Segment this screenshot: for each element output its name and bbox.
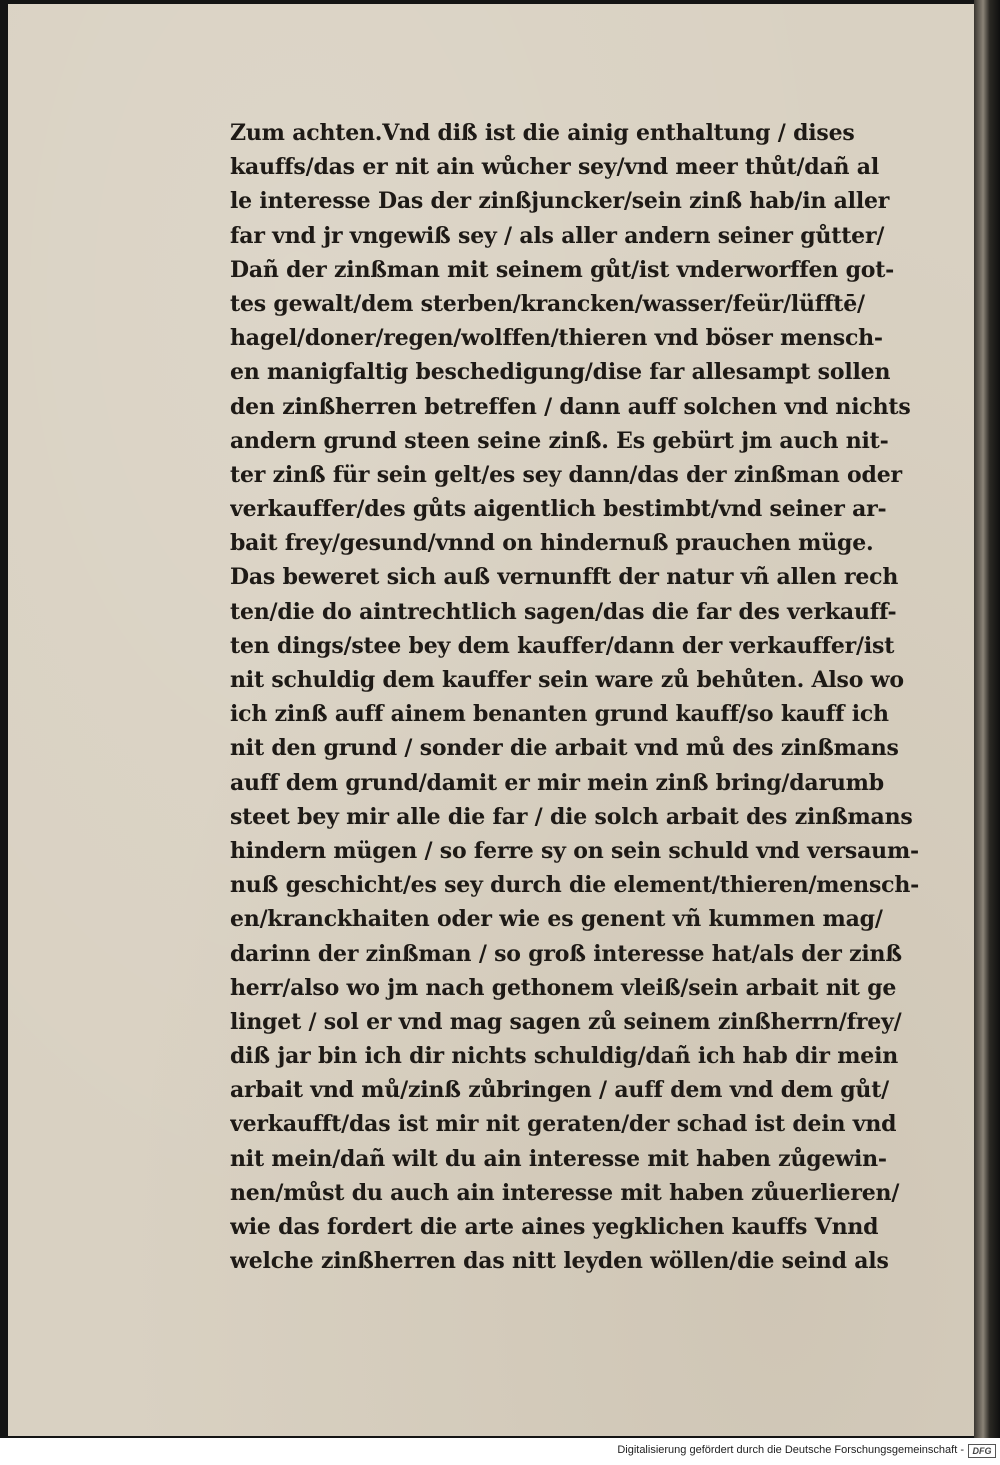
footer-bar [0, 1438, 1000, 1465]
text-line: hindern mügen / so ferre sy on sein schuld vnd versaum- [230, 837, 919, 864]
text-line: verkaufft/das ist mir nit geraten/der schad ist dein vnd [230, 1111, 897, 1138]
dfg-logo-icon: DFG [968, 1444, 996, 1458]
text-line: den zinßherren betreffen / dann auff solchen vnd nichts [230, 393, 911, 420]
text-line: hagel/doner/regen/wolffen/thieren vnd böser mensch- [230, 325, 883, 352]
text-line: linget / sol er vnd mag sagen zů seinem zinßherrn/frey/ [230, 1008, 902, 1035]
text-line: diß jar bin ich dir nichts schuldig/dañ ich hab dir mein [230, 1043, 899, 1070]
text-line: auff dem grund/damit er mir mein zinß bring/darumb [230, 769, 884, 796]
text-line: andern grund steen seine zinß. Es gebürt jm auch nit- [230, 427, 889, 454]
text-line: Dañ der zinßman mit seinem gůt/ist vnderworffen got- [230, 256, 895, 283]
text-line: wie das fordert die arte aines yegklichen kauffs Vnnd [230, 1214, 879, 1240]
text-line: ten dings/stee bey dem kauffer/dann der verkauffer/ist [230, 632, 895, 659]
text-line: ter zinß für sein gelt/es sey dann/das der zinßman oder [230, 461, 902, 488]
text-line: tes gewalt/dem sterben/krancken/wasser/feür/lüfftē/ [230, 290, 865, 317]
text-line: nit mein/dañ wilt du ain interesse mit haben zůgewin- [230, 1145, 887, 1172]
text-line: nit den grund / sonder die arbait vnd mů des zinßmans [230, 735, 899, 762]
text-line: darinn der zinßman / so groß interesse hat/als der zinß [230, 940, 902, 967]
text-line: nit schuldig dem kauffer sein ware zů behůten. Also wo [230, 667, 904, 693]
text-line: herr/also wo jm nach gethonem vleiß/sein arbait nit ge [230, 974, 897, 1001]
text-line: far vnd jr vngewiß sey / als aller andern seiner gůtter/ [230, 222, 885, 249]
text-line: en/kranckhaiten oder wie es genent vñ kummen mag/ [230, 906, 883, 933]
text-line: Zum achten.Vnd diß ist die ainig enthaltung / dises [230, 120, 855, 146]
page-text-block [230, 116, 920, 1278]
text-line: kauffs/das er nit ain wůcher sey/vnd meer thůt/dañ al [230, 154, 879, 181]
page-edge-shadow [974, 0, 1000, 1438]
text-line: nen/můst du auch ain interesse mit haben zůuerlieren/ [230, 1179, 900, 1206]
text-line: welche zinßherren das nitt leyden wöllen/die seind als [230, 1248, 889, 1275]
text-line: arbait vnd mů/zinß zůbringen / auff dem vnd dem gůt/ [230, 1077, 890, 1104]
text-line: steet bey mir alle die far / die solch arbait des zinßmans [230, 803, 913, 830]
text-line: ich zinß auff ainem benanten grund kauff/so kauff ich [230, 701, 889, 728]
text-line: verkauffer/des gůts aigentlich bestimbt/vnd seiner ar- [230, 496, 887, 523]
text-line: en manigfaltig beschedigung/dise far allesampt sollen [230, 359, 891, 386]
text-line: ten/die do aintrechtlich sagen/das die far des verkauff- [230, 598, 897, 625]
text-line: bait frey/gesund/vnnd on hindernuß prauchen müge. [230, 530, 874, 557]
text-line: le interesse Das der zinßjuncker/sein zinß hab/in aller [230, 188, 890, 215]
book-page [8, 4, 974, 1436]
text-line: Das beweret sich auß vernunfft der natur vñ allen rech [230, 564, 899, 591]
text-line: nuß geschicht/es sey durch die element/thieren/mensch- [230, 872, 920, 899]
footer-credit: Digitalisierung gefördert durch die Deutsche Forschungsgemeinschaft - [617, 1444, 964, 1456]
